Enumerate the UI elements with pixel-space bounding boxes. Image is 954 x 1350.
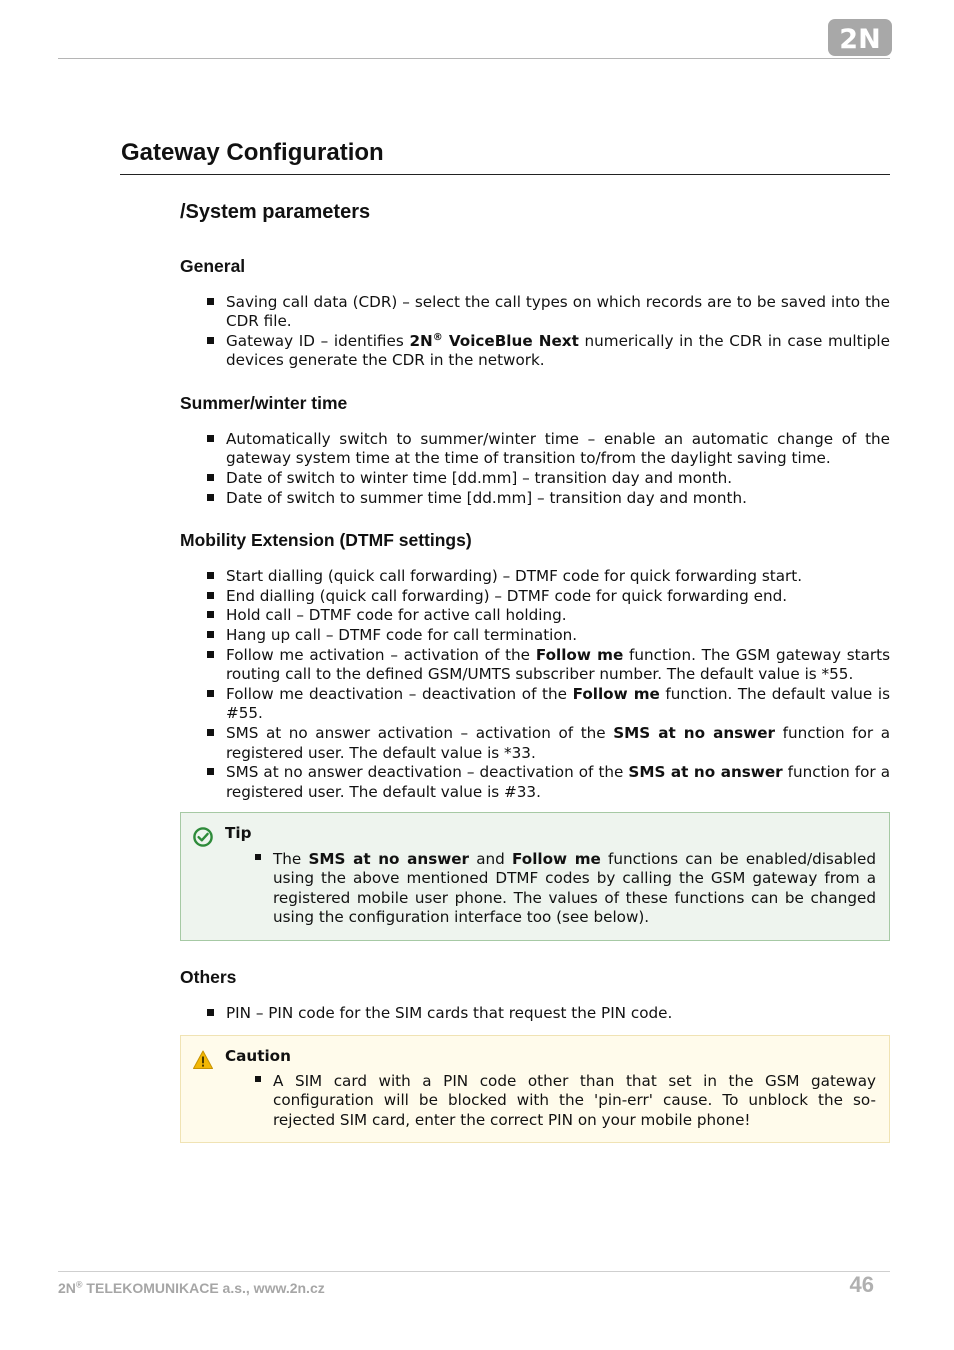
footer-company-text: TELEKOMUNIKACE a.s., www.2n.cz (82, 1280, 325, 1296)
brand-text: 2N (409, 332, 433, 351)
list-item: Date of switch to summer time [dd.mm] – transition day and month. (226, 489, 890, 508)
list-item (226, 332, 890, 371)
list-item (226, 293, 890, 332)
item-text: function. The default value is #55. (226, 685, 891, 723)
general-list (180, 293, 890, 371)
item-text: SMS at no answer deactivation – deactivation of the (226, 763, 629, 782)
summer-winter-list (180, 430, 890, 508)
item-text: function for a registered user. The default value is *33. (226, 724, 891, 762)
item-bold: SMS at no answer (613, 724, 776, 743)
warning-triangle-icon (192, 1049, 214, 1071)
list-item (226, 763, 890, 802)
list-item: Start dialling (quick call forwarding) – DTMF code for quick forwarding start. (226, 567, 890, 586)
item-bold: SMS at no answer (308, 849, 470, 868)
caution-list (225, 1072, 876, 1130)
caution-title: Caution (225, 1046, 291, 1065)
check-circle-icon (192, 826, 214, 848)
item-text: functions can be enabled/disabled using the above mentioned DTMF codes by calling the GSM gateway from a registered mobile user phone. The values of these functions can be changed using the configuration interface too (see below). (273, 849, 876, 926)
item-text: Follow me activation – activation of the (226, 646, 536, 665)
item-bold: Follow me (535, 646, 624, 665)
item-text: Follow me deactivation – deactivation of the (226, 685, 573, 704)
2n-logo (828, 19, 892, 56)
footer-registered-mark: ® (75, 1279, 83, 1290)
general-heading: General (180, 256, 246, 276)
mobility-heading: Mobility Extension (DTMF settings) (180, 529, 472, 550)
list-item: Hold call – DTMF code for active call holding. (226, 606, 890, 625)
item-text: The (273, 849, 309, 868)
others-list (180, 1004, 890, 1023)
mobility-list (180, 567, 890, 802)
registered-mark: ® (432, 332, 443, 344)
item-bold: Follow me (512, 849, 601, 868)
item-text: numerically in the CDR in case multiple devices generate the CDR in the network. (226, 332, 890, 370)
list-item: Hang up call – DTMF code for call termination. (226, 626, 890, 645)
header-rule (58, 58, 890, 59)
system-parameters-section (180, 199, 890, 1143)
item-text: function for a registered user. The default value is #33. (226, 763, 891, 801)
item-text: and (469, 849, 513, 868)
list-item (226, 646, 890, 685)
list-item: A SIM card with a PIN code other than that set in the GSM gateway configuration will be blocked with the 'pin-err' cause. To unblock the so-rejected SIM card, enter the correct PIN on your mobile phone! (273, 1071, 876, 1129)
page-number: 46 (849, 1272, 874, 1297)
list-item: Automatically switch to summer/winter time – enable an automatic change of the gateway system time at the time of transition to/from the daylight saving time. (226, 429, 890, 467)
list-item (226, 724, 890, 763)
summer-winter-heading: Summer/winter time (180, 392, 348, 413)
list-item (226, 685, 890, 724)
others-heading: Others (180, 966, 237, 987)
footer-brand: 2N (58, 1280, 76, 1296)
list-item: End dialling (quick call forwarding) – DTMF code for quick forwarding end. (226, 587, 890, 606)
item-text: Saving call data (CDR) – select the call types on which records are to be saved into the CDR file. (226, 293, 890, 331)
page-title: Gateway Configuration (120, 138, 890, 175)
list-item: Date of switch to winter time [dd.mm] – transition day and month. (226, 469, 890, 488)
list-item: PIN – PIN code for the SIM cards that request the PIN code. (226, 1004, 890, 1023)
section-title: /System parameters (180, 201, 371, 223)
list-item (273, 850, 876, 927)
product-name: VoiceBlue Next (442, 332, 579, 351)
brand-name (409, 332, 578, 350)
item-bold: SMS at no answer (628, 763, 783, 782)
logo-text: 2N (839, 24, 881, 55)
caution-box (180, 1035, 890, 1143)
item-text: SMS at no answer activation – activation of the (226, 724, 614, 743)
item-bold: Follow me (572, 685, 660, 704)
item-text: function. The GSM gateway starts routing call to the defined GSM/UMTS subscriber number. The default value is *55. (226, 646, 891, 684)
footer-company (58, 1280, 325, 1296)
footer-rule (58, 1271, 890, 1272)
page-content (120, 138, 890, 1143)
tip-title: Tip (225, 823, 252, 842)
item-text: Gateway ID – identifies (226, 332, 410, 351)
tip-list (225, 850, 876, 927)
tip-box (180, 812, 890, 941)
